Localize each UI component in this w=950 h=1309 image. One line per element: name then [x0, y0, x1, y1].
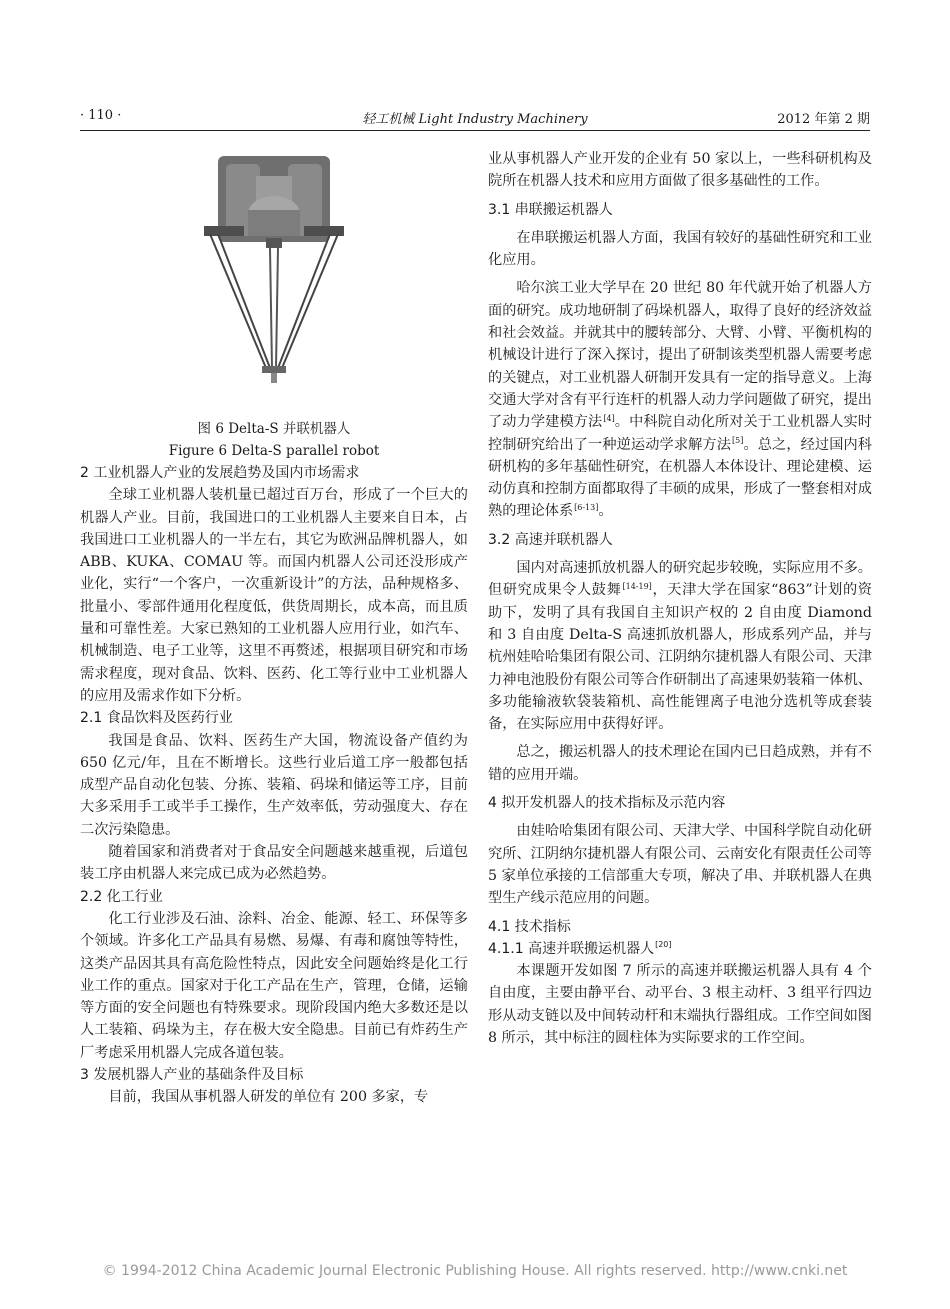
section-3-1-paragraph-1: 在串联搬运机器人方面，我国有较好的基础性研究和工业化应用。 [488, 229, 872, 269]
figure-6 [80, 148, 468, 410]
section-2-paragraph: 全球工业机器人装机量已超过百万台，形成了一个巨大的机器人产业。目前，我国进口的工业机器人主要来自日本，占我国进口工业机器人的一半左右，其它为欧洲品牌机器人，如 ABB、KUKA、COMAU 等。而国内机器人公司还没形成产业化，实行“一个客户，一次重新设计”的方法，品种规格多、批量小、零部件通用化程度低，供货周期长，成本高，而且质量和可靠性差。大家已熟知的工业机器人应用行业，如汽车、机械制造、电子工业等，这里不再赘述，根据项目研究和市场需求程度，现对食品、饮料、医药、化工等行业中工业机器人的应用及需求作如下分析。 [80, 487, 468, 704]
section-2-1-paragraph-1: 我国是食品、饮料、医药生产大国，物流设备产值约为 650 亿元/年，且在不断增长。这些行业后道工序一般都包括成型产品自动化包装、分拣、装箱、码垛和储运等工序，目前大多采用手工或半手工操作，生产效率低，劳动强度大、存在二次污染隐患。 [80, 732, 468, 838]
section-3-heading: 3 发展机器人产业的基础条件及目标 [80, 1067, 304, 1084]
continued-paragraph: 业从事机器人产业开发的企业有 50 家以上，一些科研机构及院所在机器人技术和应用方面做了很多基础性的工作。 [488, 151, 872, 190]
figure-caption-cn: 图 6 Delta-S 并联机器人 [197, 421, 351, 437]
section-3-1-paragraph-2 [488, 277, 872, 522]
citation-ref: [5] [732, 435, 744, 445]
section-2-1-heading: 2.1 食品饮料及医药行业 [80, 710, 233, 727]
text-run: 4.1.1 高速并联搬运机器人 [488, 940, 655, 957]
text-run: ，天津大学在国家“863”计划的资助下，发明了具有我国自主知识产权的 2 自由度 Diamond 和 3 自由度 Delta-S 高速抓放机器人，形成系列产品，并与杭州娃哈哈集团有限公司、江阴纳尔捷机器人有限公司、天津力神电池股份有限公司等合作研制出了高速果奶装箱一体机、多功能输液软袋装箱机、高性能锂离子电池分选机等成套装备，在实际应用中获得好评。 [488, 582, 872, 733]
page-header [80, 104, 870, 131]
text-run: 。中科院自动化所对关于工业机器人实时控制研究给出了一种逆运动学求解方法 [488, 414, 872, 453]
figure-caption-en: Figure 6 Delta-S parallel robot [168, 443, 380, 459]
delta-robot-image [204, 154, 344, 394]
section-2-2-heading: 2.2 化工行业 [80, 888, 163, 905]
section-4-1-heading: 4.1 技术指标 [488, 918, 571, 935]
section-4-1-1-paragraph: 本课题开发如图 7 所示的高速并联搬运机器人具有 4 个自由度，主要由静平台、动平台、3 根主动杆、3 组平行四边形从动支链以及中间转动杆和末端执行器组成。工作空间如图 8 所示，其中标注的圆柱体为实际要求的工作空间。 [488, 963, 872, 1046]
citation-ref: [14-19] [622, 581, 652, 591]
issue-label: 2012 年第 2 期 [777, 112, 870, 127]
section-3-paragraph: 目前，我国从事机器人研发的单位有 200 多家，专 [108, 1089, 429, 1106]
section-4-heading: 4 拟开发机器人的技术指标及示范内容 [488, 795, 726, 812]
page-number: · 110 · [80, 108, 122, 123]
copyright-footer: © 1994-2012 China Academic Journal Electronic Publishing House. All rights reserved. http://www.cnki.net [102, 1263, 848, 1279]
text-run: 国内对高速抓放机器人的研究起步较晚，实际应用不多。但研究成果令人鼓舞 [488, 560, 872, 599]
left-column [80, 148, 468, 1109]
section-2-2-paragraph: 化工行业涉及石油、涂料、冶金、能源、轻工、环保等多个领域。许多化工产品具有易燃、易爆、有毒和腐蚀等特性，这类产品因其具有高危险性特点，因此安全问题始终是化工行业工作的重点。国家对于化工产品在生产，管理，仓储，运输等方面的安全问题也有特殊要求。现阶段国内绝大多数还是以人工装箱、码垛为主，存在极大安全隐患。目前已有炸药生产厂考虑采用机器人完成各道包装。 [80, 910, 468, 1061]
citation-ref: [6-13] [574, 502, 599, 512]
section-3-2-paragraph-2: 总之，搬运机器人的技术理论在国内已日趋成熟，并有不错的应用开端。 [488, 744, 872, 783]
section-3-2-paragraph-1 [488, 557, 872, 735]
citation-ref: [4] [603, 413, 615, 423]
text-run: 哈尔滨工业大学早在 20 世纪 80 年代就开始了机器人方面的研究。成功地研制了码垛机器人，取得了良好的经济效益和社会效益。并就其中的腰转部分、大臂、小臂、平衡机构的机械设计进行了深入探讨，提出了研制该类型机器人需要考虑的关键点，对工业机器人研制开发具有一定的指导意义。上海交通大学对含有平行连杆的机器人动力学问题做了研究，提出了动力学建模方法 [488, 280, 872, 431]
journal-title: 轻工机械 Light Industry Machinery [362, 112, 588, 127]
section-3-2-heading: 3.2 高速并联机器人 [488, 531, 613, 548]
section-2-heading: 2 工业机器人产业的发展趋势及国内市场需求 [80, 465, 360, 481]
section-2-1-paragraph-2: 随着国家和消费者对于食品安全问题越来越重视，后道包装工序由机器人来完成已成为必然趋势。 [80, 844, 468, 883]
section-4-1-1-heading [488, 938, 872, 960]
citation-ref: [20] [655, 940, 672, 950]
right-column [488, 148, 872, 1049]
text-run: 。总之，经过国内科研机构的多年基础性研究，在机器人本体设计、理论建模、运动仿真和控制方面都取得了丰硕的成果，形成了一整套相对成熟的理论体系 [488, 436, 872, 520]
text-run: 。 [598, 503, 613, 520]
section-4-paragraph: 由娃哈哈集团有限公司、天津大学、中国科学院自动化研究所、江阴纳尔捷机器人有限公司、云南安化有限责任公司等 5 家单位承接的工信部重大专项，解决了串、并联机器人在典型生产线示范应用的问题。 [488, 823, 872, 907]
section-3-1-heading: 3.1 串联搬运机器人 [488, 201, 613, 218]
